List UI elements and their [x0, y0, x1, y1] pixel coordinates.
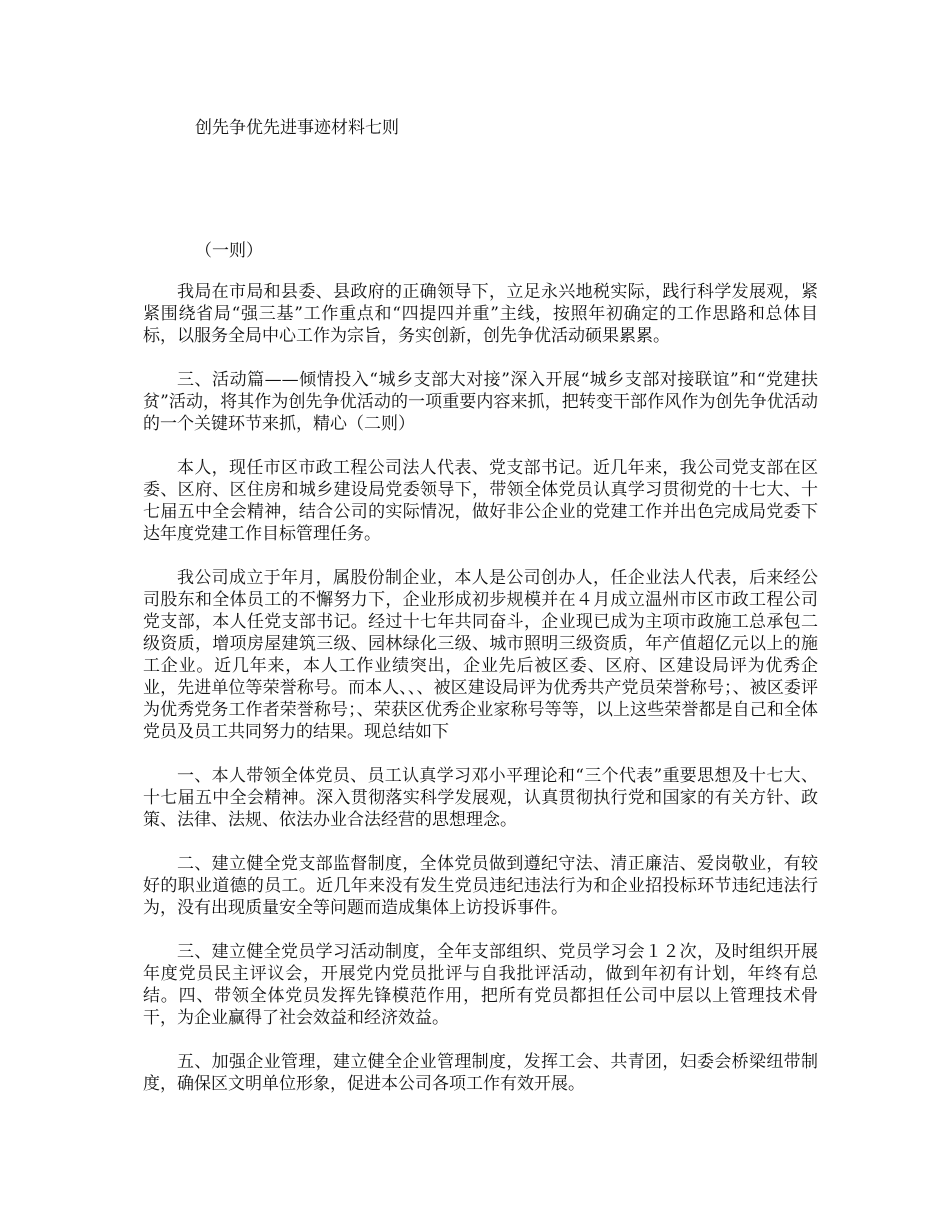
paragraph-6: 二、建立健全党支部监督制度，全体党员做到遵纪守法、清正廉洁、爱岗敬业，有较好的职业道德的员工。近几年来没有发生党员违纪违法行为和企业招投标环节违纪违法行为，没有出现质量安全等问题而造成集体上访投诉事件。: [143, 854, 818, 918]
paragraph-8: 五、加强企业管理，建立健全企业管理制度，发挥工会、共青团，妇委会桥梁纽带制度，确保区文明单位形象，促进本公司各项工作有效开展。: [143, 1052, 818, 1094]
document-title: 创先争优先进事迹材料七则: [195, 118, 399, 138]
paragraph-2: 三、活动篇——倾情投入“城乡支部大对接”深入开展“城乡支部对接联谊”和“党建扶贫”活动，将其作为创先争优活动的一项重要内容来抓，把转变干部作风作为创先争优活动的一个关键环节来抓，精心（二则）: [143, 370, 818, 434]
section-label: （一则）: [195, 241, 263, 261]
paragraph-1: 我局在市局和县委、县政府的正确领导下，立足永兴地税实际，践行科学发展观，紧紧围绕省局“强三基”工作重点和“四提四并重”主线，按照年初确定的工作思路和总体目标，以服务全局中心工作为宗旨，务实创新，创先争优活动硕果累累。: [143, 282, 818, 346]
paragraph-4: 我公司成立于年月，属股份制企业，本人是公司创办人，任企业法人代表，后来经公司股东和全体员工的不懈努力下，企业形成初步规模并在４月成立温州市区市政工程公司党支部，本人任党支部书记。经过十七年共同奋斗，企业现已成为主项市政施工总承包二级资质，增项房屋建筑三级、园林绿化三级、城市照明三级资质，年产值超亿元以上的施工企业。近几年来，本人工作业绩突出，企业先后被区委、区府、区建设局评为优秀企业，先进单位等荣誉称号。而本人、、、被区建设局评为优秀共产党员荣誉称号；、被区委评为优秀党务工作者荣誉称号；、荣获区优秀企业家称号等等，以上这些荣誉都是自己和全体党员及员工共同努力的结果。现总结如下: [143, 568, 818, 742]
paragraph-7: 三、建立健全党员学习活动制度，全年支部组织、党员学习会１２次，及时组织开展年度党员民主评议会，开展党内党员批评与自我批评活动，做到年初有计划，年终有总结。四、带领全体党员发挥先锋模范作用，把所有党员都担任公司中层以上管理技术骨干，为企业赢得了社会效益和经济效益。: [143, 942, 818, 1028]
document-body: [143, 281, 818, 1095]
paragraph-5: 一、本人带领全体党员、员工认真学习邓小平理论和“三个代表”重要思想及十七大、十七届五中全会精神。深入贯彻落实科学发展观，认真贯彻执行党和国家的有关方针、政策、法律、法规、依法办业合法经营的思想理念。: [143, 766, 818, 830]
paragraph-3: 本人，现任市区市政工程公司法人代表、党支部书记。近几年来，我公司党支部在区委、区府、区住房和城乡建设局党委领导下，带领全体党员认真学习贯彻党的十七大、十七届五中全会精神，结合公司的实际情况，做好非公企业的党建工作并出色完成局党委下达年度党建工作目标管理任务。: [143, 458, 818, 544]
